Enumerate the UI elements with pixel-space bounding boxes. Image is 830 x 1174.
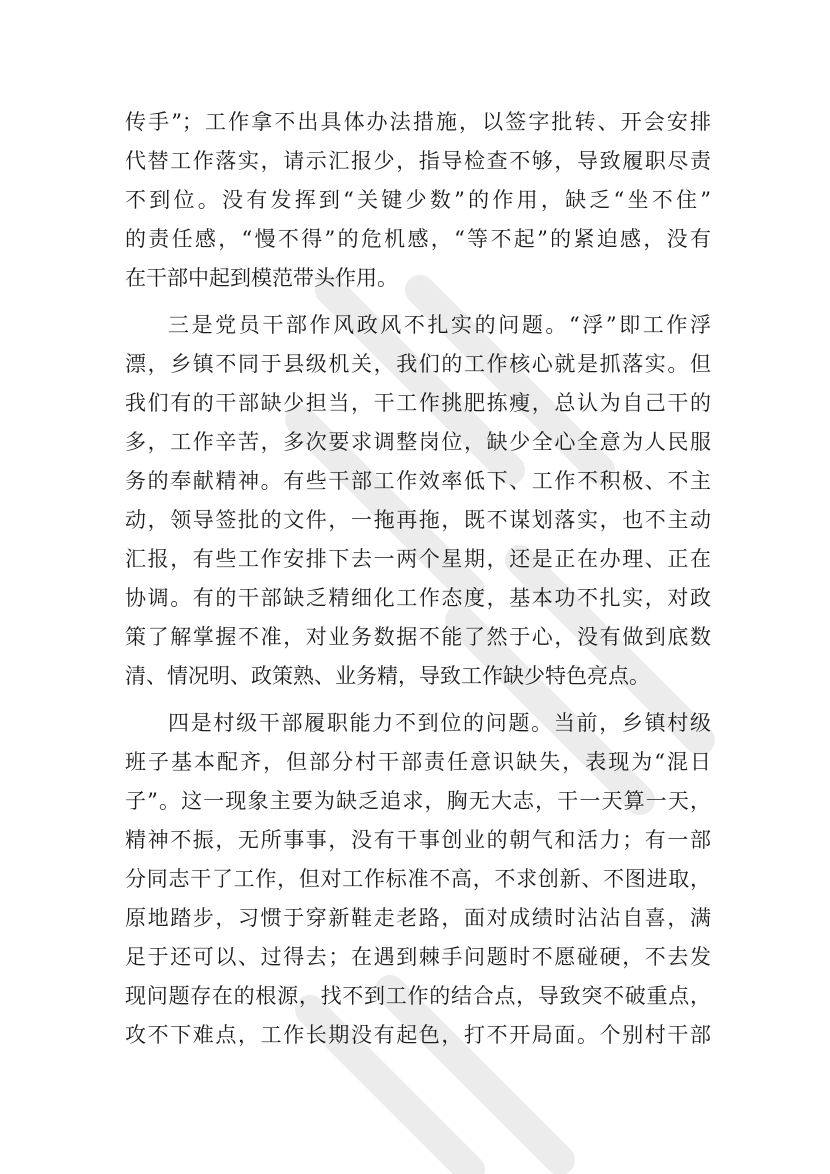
text-line: 子”。这一现象主要为缺乏追求，胸无大志，干一天算一天， — [125, 789, 711, 813]
text-line: 策了解掌握不准，对业务数据不能了然于心，没有做到底数 — [125, 625, 711, 649]
text-line: 代替工作落实，请示汇报少，指导检查不够，导致履职尽责 — [125, 149, 711, 173]
text-line: 分同志干了工作，但对工作标准不高，不求创新、不图进取， — [125, 867, 711, 891]
text-line: 协调。有的干部缺乏精细化工作态度，基本功不扎实，对政 — [125, 586, 711, 610]
text-line: 精神不振，无所事事，没有干事创业的朝气和活力；有一部 — [125, 828, 711, 852]
paragraph — [125, 103, 711, 298]
text-line: 漂，乡镇不同于县级机关，我们的工作核心就是抓落实。但 — [125, 352, 711, 376]
paragraph — [125, 306, 711, 696]
text-line: 务的奉献精神。有些干部工作效率低下、工作不积极、不主 — [125, 469, 711, 493]
text-line: 现问题存在的根源，找不到工作的结合点，导致突不破重点， — [125, 984, 711, 1008]
text-line: 汇报，有些工作安排下去一两个星期，还是正在办理、正在 — [125, 547, 711, 571]
text-line: 多，工作辛苦，多次要求调整岗位，缺少全心全意为人民服 — [125, 430, 711, 454]
text-line: 不到位。没有发挥到“关键少数”的作用，缺乏“坐不住” — [125, 188, 711, 212]
body-text — [125, 103, 711, 1055]
text-line: 足于还可以、过得去；在遇到棘手问题时不愿碰硬，不去发 — [125, 945, 711, 969]
text-line: 的责任感，“慢不得”的危机感，“等不起”的紧迫感，没有 — [125, 227, 711, 251]
text-line: 原地踏步，习惯于穿新鞋走老路，面对成绩时沾沾自喜，满 — [125, 906, 711, 930]
text-line: 传手”；工作拿不出具体办法措施，以签字批转、开会安排 — [125, 110, 711, 134]
paragraph — [125, 704, 711, 1055]
text-line: 攻不下难点，工作长期没有起色，打不开局面。个别村干部 — [125, 1023, 711, 1047]
text-line: 在干部中起到模范带头作用。 — [125, 266, 398, 290]
text-line: 我们有的干部缺少担当，干工作挑肥拣瘦，总认为自己干的 — [125, 391, 711, 415]
text-line: 班子基本配齐，但部分村干部责任意识缺失，表现为“混日 — [125, 750, 711, 774]
text-line: 四是村级干部履职能力不到位的问题。当前，乡镇村级 — [168, 711, 711, 735]
text-line: 清、情况明、政策熟、业务精，导致工作缺少特色亮点。 — [125, 664, 650, 688]
text-line: 动，领导签批的文件，一拖再拖，既不谋划落实，也不主动 — [125, 508, 711, 532]
text-line: 三是党员干部作风政风不扎实的问题。“浮”即工作浮 — [168, 313, 711, 337]
